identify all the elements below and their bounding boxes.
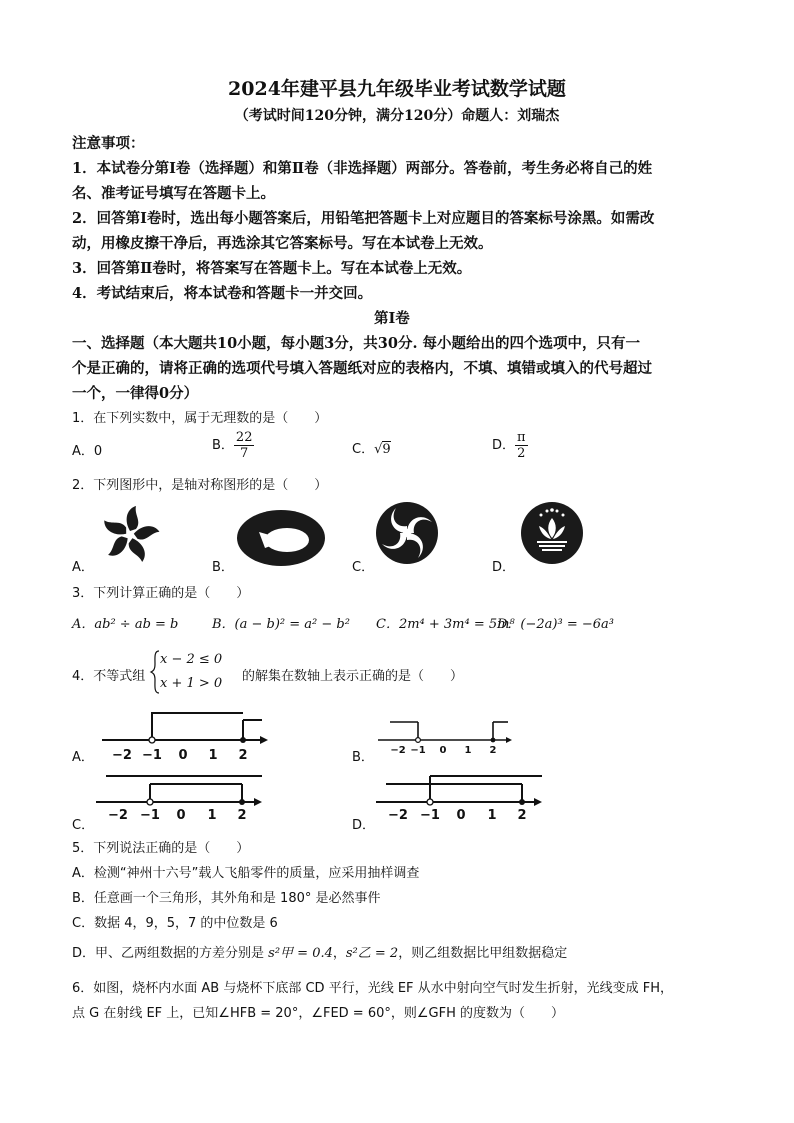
volume-heading: 第Ⅰ卷 <box>374 310 410 327</box>
q1-option-d-label: D． <box>492 438 516 453</box>
tick-label: 1 <box>487 808 497 823</box>
q3-option-c: C．2m⁴ + 3m⁴ = 5m⁸ <box>376 617 515 632</box>
section-intro-line: 一、选择题（本大题共10小题，每小题3分，共30分. 每小题给出的四个选项中，只有一 <box>72 335 641 352</box>
radicand: 9 <box>382 442 391 457</box>
section-intro-line: 个是正确的，请将正确的选项代号填入答题纸对应的表格内，不填、填错或填入的代号超过 <box>72 360 652 377</box>
q5-option-d-suffix: ，则乙组数据比甲组数据稳定 <box>398 946 568 961</box>
notice-line: 2．回答第Ⅰ卷时，选出每小题答案后，用铅笔把答题卡上对应题目的答案标号涂黑。如需改 <box>72 210 655 227</box>
exam-title: 2024年建平县九年级毕业考试数学试题 <box>228 78 566 100</box>
fraction-numerator: 22 <box>235 430 253 445</box>
tick-label: −1 <box>410 745 426 756</box>
q4-prefix: 4．不等式组 <box>72 669 146 684</box>
tick-label: 1 <box>208 748 218 763</box>
q2-option-c-label: C． <box>352 560 375 575</box>
tick-label: 1 <box>464 745 472 756</box>
notice-heading: 注意事项： <box>72 135 145 152</box>
tick-label: 2 <box>517 808 527 823</box>
q6-stem-line2: 点 G 在射线 EF 上，已知∠HFB = 20°，∠FED = 60°，则∠GFH 的度数为（ ） <box>72 1006 564 1021</box>
q4-option-d-label: D． <box>352 818 376 833</box>
macau-lotus-emblem <box>519 500 585 566</box>
tick-label: 0 <box>439 745 447 756</box>
variance-yi: s²乙 = 2 <box>345 946 399 961</box>
q1-option-c-label: C． <box>352 442 375 457</box>
q5-option-c: C．数据 4，9，5，7 的中位数是 6 <box>72 916 278 931</box>
number-line-b <box>378 720 518 756</box>
q3-option-d: D．(−2a)³ = −6a³ <box>497 617 614 632</box>
separator: ， <box>332 946 346 961</box>
tick-label: −2 <box>388 808 408 823</box>
q3-option-b: B．(a − b)² = a² − b² <box>212 617 350 632</box>
q5-option-a: A．检测“神州十六号”载人飞船零件的质量，应采用抽样调查 <box>72 866 420 881</box>
notice-line: 3．回答第Ⅱ卷时，将答案写在答题卡上。写在本试卷上无效。 <box>72 260 472 277</box>
q5-option-d-prefix: D．甲、乙两组数据的方差分别是 <box>72 946 269 961</box>
fraction-denominator: 2 <box>517 446 526 461</box>
q3-option-a: A．ab² ÷ ab = b <box>72 617 179 632</box>
number-line-a <box>100 712 270 762</box>
q3-stem: 3．下列计算正确的是（ ） <box>72 586 250 601</box>
q2-stem: 2．下列图形中，是轴对称图形的是（ ） <box>72 478 328 493</box>
variance-jia: s²甲 = 0.4 <box>268 946 333 961</box>
q4-option-b-label: B． <box>352 750 374 765</box>
tick-label: −1 <box>140 808 160 823</box>
tick-label: 0 <box>456 808 466 823</box>
tick-label: −2 <box>112 748 132 763</box>
fraction-denominator: 7 <box>240 446 249 461</box>
tick-label: 0 <box>178 748 188 763</box>
fraction-pi-2 <box>515 430 528 461</box>
q1-option-b-label: B． <box>212 438 234 453</box>
q4-option-a-label: A． <box>72 750 94 765</box>
q1-option-d <box>492 430 528 461</box>
tick-label: −2 <box>108 808 128 823</box>
tick-label: 0 <box>176 808 186 823</box>
notice-line: 名、准考证号填写在答题卡上。 <box>72 185 275 202</box>
q2-option-b-label: B． <box>212 560 234 575</box>
section-intro-line: 一个，一律得0分） <box>72 385 199 402</box>
q2-option-d-label: D． <box>492 560 516 575</box>
spiral-emblem <box>374 500 440 566</box>
notice-line: 动，用橡皮擦干净后，再选涂其它答案标号。写在本试卷上无效。 <box>72 235 493 252</box>
exam-subtitle: （考试时间120分钟，满分120分）命题人：刘瑞杰 <box>234 108 560 124</box>
fraction-22-7 <box>234 430 255 461</box>
ring-emblem <box>235 508 327 568</box>
number-line-d <box>376 774 546 824</box>
q4-suffix: 的解集在数轴上表示正确的是（ ） <box>242 669 464 684</box>
q2-option-a-label: A． <box>72 560 94 575</box>
q1-option-c <box>352 438 391 457</box>
q6-stem-line1: 6．如图，烧杯内水面 AB 与烧杯下底部 CD 平行，光线 EF 从水中射向空气时发生折射，光线变成 FH， <box>72 981 674 996</box>
q4-inequality-2: x + 1 > 0 <box>160 676 223 691</box>
q1-option-a: A．0 <box>72 444 103 459</box>
hong-kong-bauhinia-emblem <box>95 504 165 566</box>
tick-label: 1 <box>207 808 217 823</box>
number-line-c <box>96 774 266 824</box>
notice-line: 1．本试卷分第Ⅰ卷（选择题）和第Ⅱ卷（非选择题）两部分。答卷前，考生务必将自己的姓 <box>72 160 653 177</box>
q5-stem: 5．下列说法正确的是（ ） <box>72 841 250 856</box>
q5-option-d <box>72 942 567 961</box>
tick-label: −1 <box>142 748 162 763</box>
q1-option-b <box>212 430 254 461</box>
notice-line: 4．考试结束后，将本试卷和答题卡一并交回。 <box>72 285 373 302</box>
tick-label: 2 <box>238 748 248 763</box>
tick-label: 2 <box>489 745 497 756</box>
q4-inequality-1: x − 2 ≤ 0 <box>160 652 223 667</box>
system-brace <box>150 650 160 694</box>
q1-stem: 1．在下列实数中，属于无理数的是（ ） <box>72 411 328 426</box>
q5-option-b: B．任意画一个三角形，其外角和是 180° 是必然事件 <box>72 891 381 906</box>
tick-label: −1 <box>420 808 440 823</box>
fraction-numerator: π <box>517 430 526 445</box>
q4-option-c-label: C． <box>72 818 95 833</box>
sqrt-symbol: √ <box>374 442 383 457</box>
tick-label: 2 <box>237 808 247 823</box>
tick-label: −2 <box>390 745 406 756</box>
